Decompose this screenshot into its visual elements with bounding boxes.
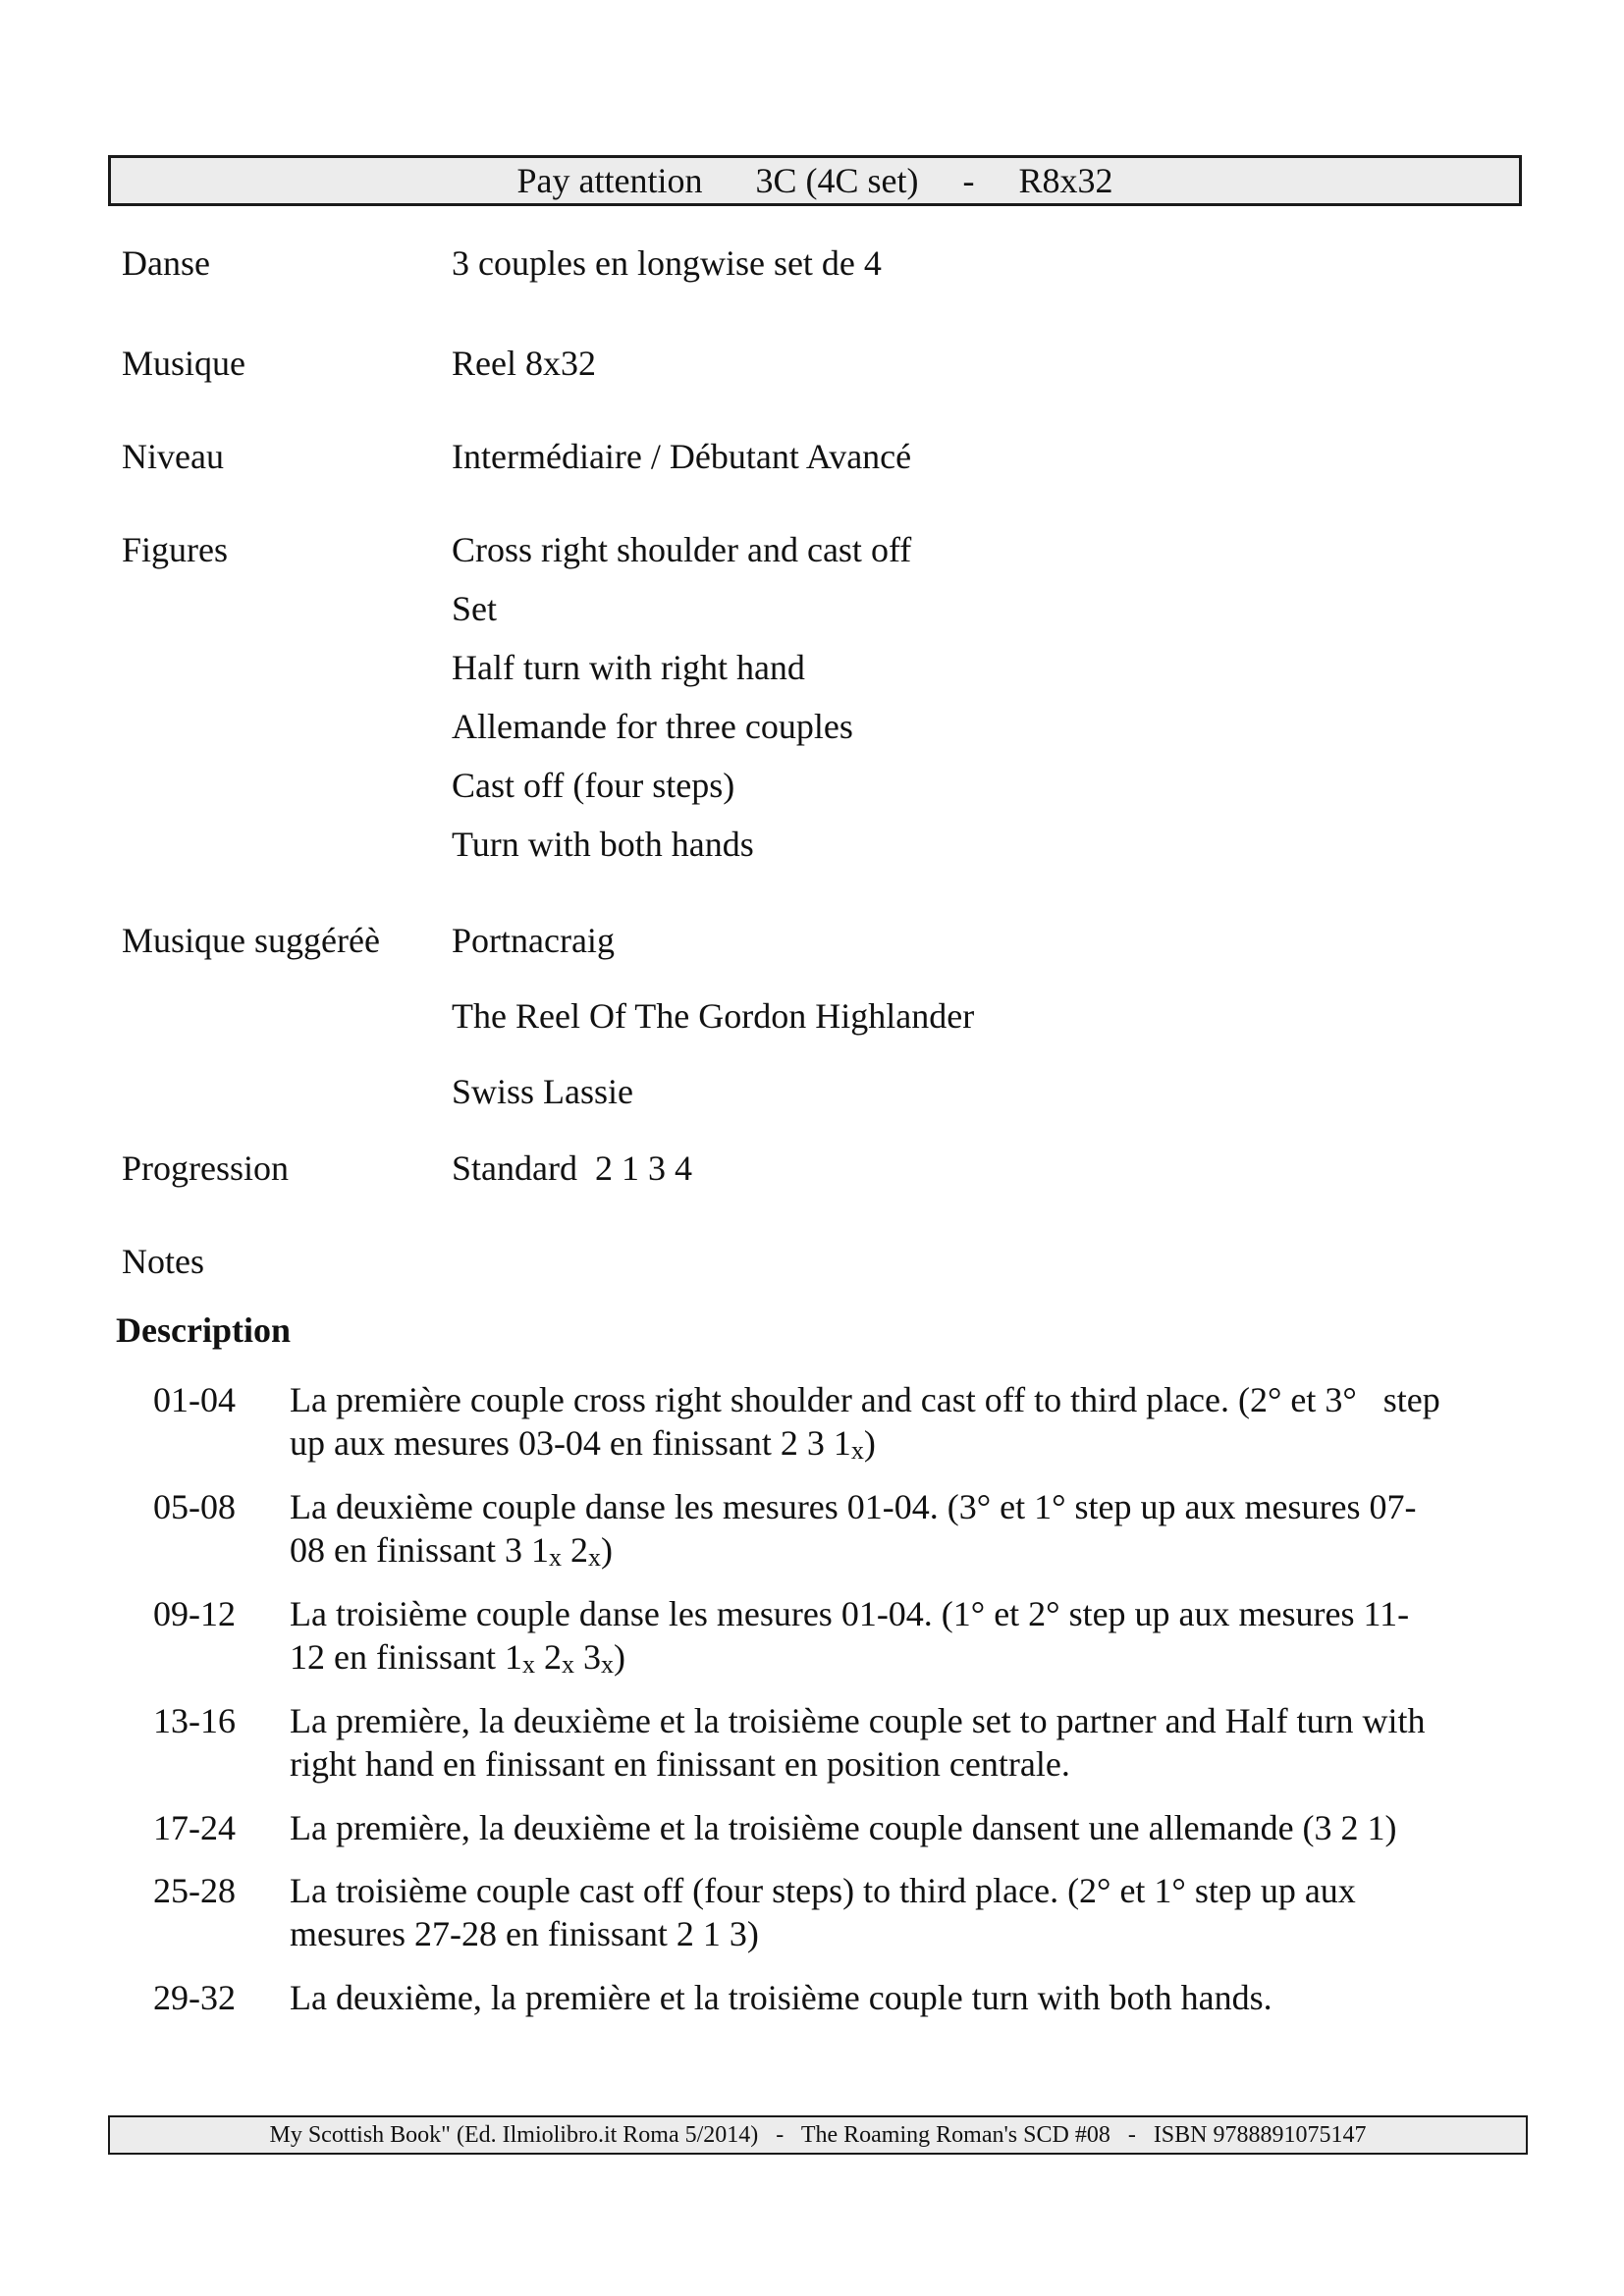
figures-label: Figures (122, 530, 228, 569)
figure-item: Turn with both hands (452, 825, 754, 864)
dance-title-bar (108, 155, 1522, 206)
danse-value: 3 couples en longwise set de 4 (452, 243, 882, 283)
bars-range: 09-12 (153, 1594, 236, 1633)
figure-item: Set (452, 589, 498, 628)
description-line: La troisième couple cast off (four steps) to third place. (2° et 1° step up aux (290, 1871, 1356, 1910)
suggested-music-item: Portnacraig (452, 921, 615, 960)
bars-range: 25-28 (153, 1871, 236, 1910)
description-line: La troisième couple danse les mesures 01-04. (1° et 2° step up aux mesures 11- (290, 1594, 1410, 1633)
bars-description (290, 1592, 1527, 1686)
bars-description (290, 1699, 1527, 1786)
figure-item: Cross right shoulder and cast off (452, 530, 912, 569)
suggested-music-item: The Reel Of The Gordon Highlander (452, 996, 975, 1036)
danse-label: Danse (122, 243, 210, 283)
suggested-music-item: Swiss Lassie (452, 1072, 634, 1111)
bars-range: 01-04 (153, 1380, 236, 1419)
description-line: up aux mesures 03-04 en finissant 2 3 $1_x$) (290, 1423, 876, 1465)
figure-item: Cast off (four steps) (452, 766, 735, 805)
niveau-label: Niveau (122, 437, 224, 476)
title-separator: - (962, 161, 975, 200)
bars-description (290, 1806, 1527, 1849)
suggested-music-label: Musique suggéréè (122, 921, 380, 960)
bars-description (290, 1378, 1527, 1472)
bars-range: 29-32 (153, 1978, 236, 2017)
description-line: mesures 27-28 en finissant 2 1 3) (290, 1914, 759, 1953)
description-line: right hand en finissant en finissant en position centrale. (290, 1744, 1070, 1784)
page-footer: My Scottish Book" (Ed. Ilmiolibro.it Roma 5/2014) - The Roaming Roman's SCD #08 - ISBN 9788891075147 (108, 2115, 1528, 2155)
bars-description (290, 1485, 1527, 1579)
dance-rhythm: R8x32 (1018, 161, 1113, 200)
description-line: La première, la deuxième et la troisième couple dansent une allemande (3 2 1) (290, 1808, 1397, 1847)
niveau-value: Intermédiaire / Débutant Avancé (452, 437, 912, 476)
musique-value: Reel 8x32 (452, 344, 596, 383)
bars-description (290, 1976, 1527, 2019)
description-line: La deuxième, la première et la troisième couple turn with both hands. (290, 1978, 1272, 2017)
bars-description (290, 1869, 1527, 1955)
description-line: La première couple cross right shoulder and cast off to third place. (2° et 3° step (290, 1380, 1440, 1419)
description-line: La première, la deuxième et la troisième couple set to partner and Half turn with (290, 1701, 1426, 1740)
progression-label: Progression (122, 1148, 289, 1188)
progression-value: Standard 2 1 3 4 (452, 1148, 692, 1188)
bars-range: 13-16 (153, 1701, 236, 1740)
description-heading: Description (116, 1310, 291, 1350)
musique-label: Musique (122, 344, 245, 383)
description-line: La deuxième couple danse les mesures 01-04. (3° et 1° step up aux mesures 07- (290, 1487, 1417, 1526)
bars-range: 05-08 (153, 1487, 236, 1526)
description-line: 12 en finissant $1_x$ $2_x$ $3_x$) (290, 1637, 625, 1679)
dance-name: Pay attention (516, 161, 703, 200)
description-line: 08 en finissant 3 $1_x$ $2_x$) (290, 1530, 613, 1572)
notes-label: Notes (122, 1242, 204, 1281)
bars-range: 17-24 (153, 1808, 236, 1847)
figure-item: Half turn with right hand (452, 648, 805, 687)
dance-format: 3C (4C set) (755, 161, 919, 200)
figure-item: Allemande for three couples (452, 707, 853, 746)
